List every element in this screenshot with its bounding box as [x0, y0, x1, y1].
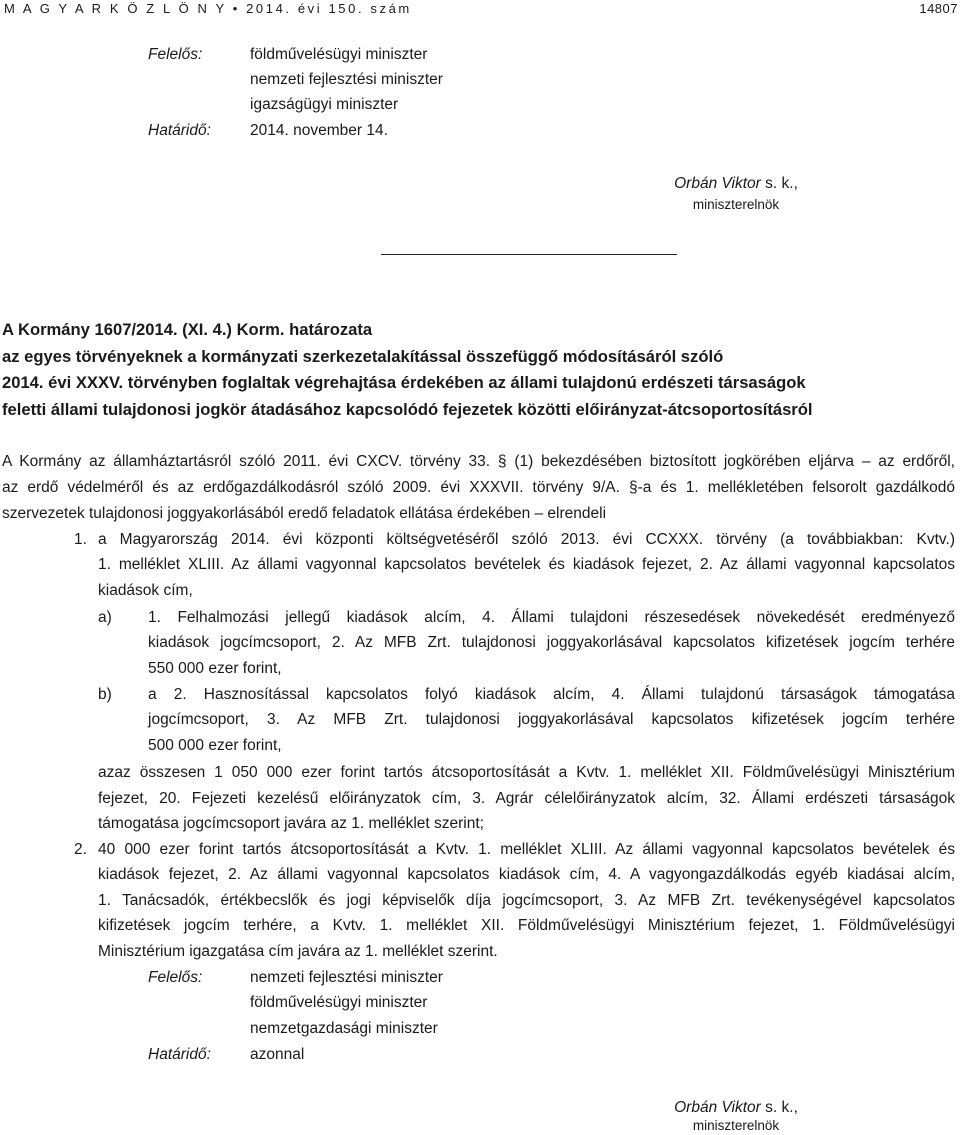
item-2-line: kifizetések jogcím terhére, a Kvtv. 1. melléklet XII. Földművelésügyi Minisztérium fejezet, 1. Földművelésügyi: [98, 917, 955, 934]
title-line-2: az egyes törvényeknek a kormányzati szerkezetalakítással összefüggő módosításáról szóló: [2, 347, 724, 366]
item-1-tail-line: fejezet, 20. Fejezeti kezelésű előirányzatok cím, 3. Agrár célelőirányzatok alcím, 32. Állami erdészeti társaságok: [98, 790, 955, 807]
sub-b-line: 500 000 ezer forint,: [148, 737, 282, 754]
title-line-1: A Kormány 1607/2014. (XI. 4.) Korm. határozata: [2, 320, 373, 339]
felelos-label: Felelős:: [148, 969, 203, 986]
sub-a-label: a): [98, 609, 112, 626]
hatarido-label: Határidő:: [148, 1046, 211, 1063]
item-2-number: 2.: [74, 841, 87, 858]
intro-line: az erdő védelméről és az erdőgazdálkodásról szóló 2009. évi XXXVII. törvény 9/A. §-a és 1. mellékletében felsorolt gazdálkodó: [2, 479, 955, 496]
item-1-line: 1. melléklet XLIII. Az állami vagyonnal kapcsolatos bevételek és kiadások fejezet, 2. Az állami vagyonnal kapcsolatos: [98, 556, 955, 573]
sub-a-line: kiadások jogcímcsoport, 2. Az MFB Zrt. tulajdonosi joggyakorlásával kapcsolatos kifizetések jogcím terhére: [148, 634, 955, 651]
signature-title: miniszterelnök: [692, 197, 780, 212]
felelos-label: Felelős:: [148, 46, 203, 63]
sub-b-label: b): [98, 686, 112, 703]
publication-header: M A G Y A R K Ö Z L Ö N Y • 2014. évi 150. szám: [4, 1, 412, 16]
responsible-1: nemzeti fejlesztési miniszter: [250, 969, 443, 986]
item-1-tail-line: támogatása jogcímcsoport javára az 1. melléklet szerint;: [98, 815, 484, 832]
signature-name: Orbán Viktor: [674, 1099, 761, 1116]
responsible-3: nemzetgazdasági miniszter: [250, 1020, 438, 1037]
signature-suffix: s. k.,: [760, 175, 798, 192]
responsible-2: nemzeti fejlesztési miniszter: [250, 71, 443, 88]
item-1-line: a Magyarország 2014. évi központi költségvetéséről szóló 2013. évi CCXXX. törvény (a továbbiakban: Kvtv.): [98, 531, 955, 548]
signature-title: miniszterelnök: [692, 1118, 780, 1133]
item-2-line: Minisztérium igazgatása cím javára az 1. melléklet szerint.: [98, 943, 498, 960]
sub-b-line: a 2. Hasznosítással kapcsolatos folyó kiadások alcím, 4. Állami tulajdonú társaságok támogatása: [148, 686, 955, 703]
responsible-2: földművelésügyi miniszter: [250, 994, 428, 1011]
title-line-3: 2014. évi XXXV. törvényben foglaltak végrehajtása érdekében az állami tulajdonú erdészeti társaságok: [2, 373, 806, 392]
section-divider: [381, 254, 677, 255]
item-2-line: 1. Tanácsadók, értékbecslők és jogi képviselők díja jogcímcsoport, 3. Az MFB Zrt. tevékenységével kapcsolatos: [98, 892, 955, 909]
page-number: 14807: [919, 1, 958, 16]
item-1-line: kiadások cím,: [98, 582, 193, 599]
sub-a-line: 550 000 ezer forint,: [148, 660, 282, 677]
item-1-tail-line: azaz összesen 1 050 000 ezer forint tartós átcsoportosítását a Kvtv. 1. melléklet XII. Földművelésügyi Minisztérium: [98, 764, 955, 781]
signature-suffix: s. k.,: [760, 1099, 798, 1116]
item-1-number: 1.: [74, 531, 87, 548]
intro-line: A Kormány az államháztartásról szóló 2011. évi CXCV. törvény 33. § (1) bekezdésében biztosított jogkörében eljárva – az erdőről,: [2, 453, 955, 470]
intro-line: szervezetek tulajdonosi joggyakorlásából eredő feladatok ellátása érdekében – elrendeli: [2, 505, 607, 522]
responsible-1: földművelésügyi miniszter: [250, 46, 428, 63]
sub-b-line: jogcímcsoport, 3. Az MFB Zrt. tulajdonosi joggyakorlásával kapcsolatos kifizetések jogcím terhére: [148, 711, 955, 728]
signature-name: Orbán Viktor: [674, 175, 761, 192]
item-2-line: 40 000 ezer forint tartós átcsoportosítását a Kvtv. 1. melléklet XLIII. Az állami vagyonnal kapcsolatos bevételek és: [98, 841, 955, 858]
sub-a-line: 1. Felhalmozási jellegű kiadások alcím, 4. Állami tulajdoni részesedések növekedését eredményező: [148, 609, 955, 626]
item-2-line: kiadások fejezet, 2. Az állami vagyonnal kapcsolatos kiadások cím, 4. A vagyongazdálkodás egyéb kiadásai alcím,: [98, 866, 955, 883]
responsible-3: igazságügyi miniszter: [250, 96, 399, 113]
hatarido-label: Határidő:: [148, 122, 211, 139]
deadline: 2014. november 14.: [250, 122, 388, 139]
title-line-4: feletti állami tulajdonosi jogkör átadásához kapcsolódó fejezetek közötti előirányzat-átcsoportosításról: [2, 400, 813, 419]
deadline: azonnal: [250, 1046, 305, 1063]
